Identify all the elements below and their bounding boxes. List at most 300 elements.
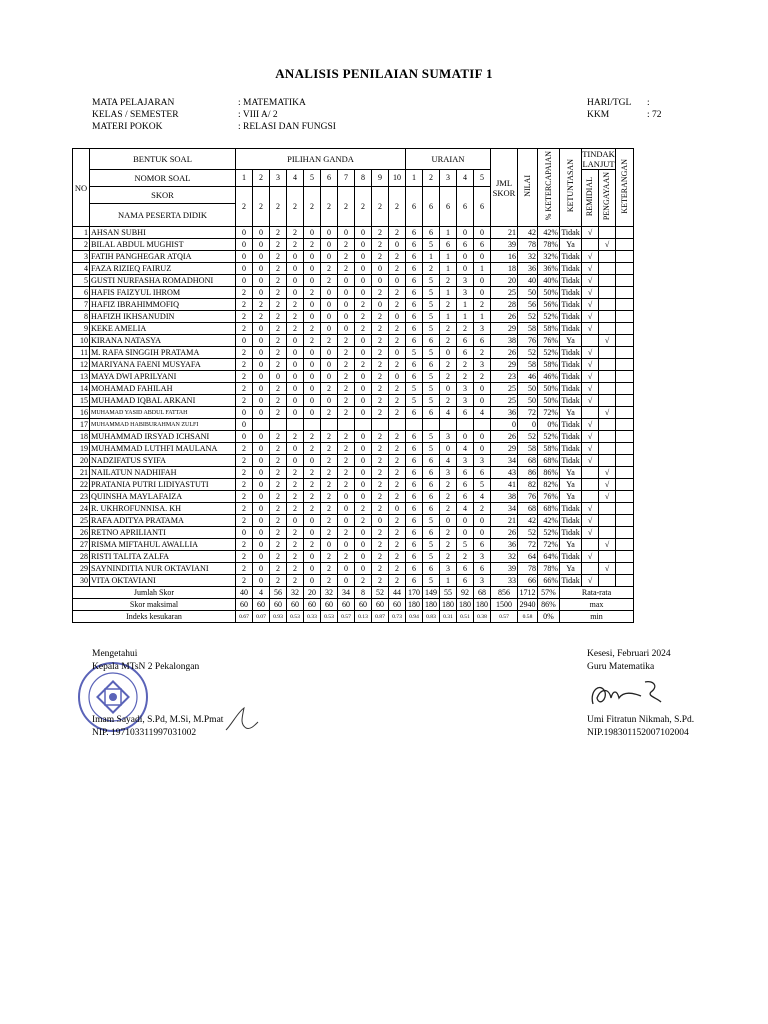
score-cell: 2 [338,467,355,479]
percent-cell: 32% [538,251,560,263]
score-cell: 0 [355,455,372,467]
keterangan-cell [616,467,634,479]
percent-cell: 50% [538,395,560,407]
score-cell: 0 [304,395,321,407]
nilai-cell: 40 [518,275,538,287]
score-cell: 6 [406,323,423,335]
score-cell: 2 [389,383,406,395]
score-cell: 2 [287,299,304,311]
summary-cell: 180 [457,599,474,611]
ketuntasan-cell: Tidak [561,371,580,381]
signature-nip: NIP.198301152007102004 [587,728,689,738]
uraian-header: URAIAN [406,149,491,170]
keterangan-header [616,149,634,227]
summary-row [73,587,634,599]
keterangan-cell [616,539,634,551]
percent-cell: 52% [538,347,560,359]
ketuntasan-cell: Tidak [561,311,580,321]
jml-skor-cell: 20 [491,275,518,287]
percent-cell: 52% [538,527,560,539]
score-cell: 0 [236,263,253,275]
summary-cell: 44 [389,587,406,599]
percent-cell: 78% [538,563,560,575]
score-cell: 3 [457,383,474,395]
student-row [73,239,634,251]
student-name: NAILATUN NADHIFAH [90,467,236,479]
score-cell [338,419,355,431]
score-cell: 2 [270,263,287,275]
student-row [73,443,634,455]
score-cell: 2 [270,275,287,287]
score-cell: 0 [236,275,253,287]
score-cell: 2 [321,503,338,515]
score-cell: 0 [355,347,372,359]
student-row [73,527,634,539]
score-cell: 0 [474,383,491,395]
score-cell: 6 [423,491,440,503]
score-cell [457,419,474,431]
percent-cell: 52% [538,431,560,443]
percent-cell: 78% [538,239,560,251]
nilai-cell: 68 [518,455,538,467]
remidial-cell [582,479,599,491]
score-cell [287,419,304,431]
score-cell: 2 [236,359,253,371]
score-cell: 0 [253,527,270,539]
score-cell: 2 [338,371,355,383]
score-cell: 0 [253,491,270,503]
score-cell: 2 [338,335,355,347]
summary-cell: 92 [457,587,474,599]
signature-name: Imam Sayadi, S.Pd, M.Si, M.Pmat [92,715,224,725]
summary-cell: 60 [270,599,287,611]
score-cell: 2 [236,347,253,359]
student-row [73,479,634,491]
score-cell: 6 [474,239,491,251]
score-cell [423,419,440,431]
remidial-cell: √ [582,575,599,587]
percent-cell: 64% [538,551,560,563]
score-cell: 0 [321,239,338,251]
jml-skor-cell: 26 [491,431,518,443]
score-cell: 5 [457,539,474,551]
score-cell: 2 [338,395,355,407]
nilai-cell: 56 [518,299,538,311]
nilai-cell: 76 [518,491,538,503]
score-cell: 0 [355,491,372,503]
student-number: 2 [73,239,90,251]
signature-label: Mengetahui [92,649,138,659]
student-number: 9 [73,323,90,335]
jml-skor-cell: 33 [491,575,518,587]
ketuntasan-cell: Tidak [561,575,580,585]
score-cell: 0 [474,227,491,239]
summary-percent: 57% [538,587,560,599]
remidial-cell: √ [582,431,599,443]
percent-cell: 72% [538,407,560,419]
score-cell: 0 [355,467,372,479]
score-cell: 5 [423,347,440,359]
score-cell: 2 [389,287,406,299]
summary-cell: 0.31 [440,611,457,623]
student-row [73,491,634,503]
lanjut-label: LANJUT [582,159,615,169]
pengayaan-cell [599,359,616,371]
pengayaan-cell: √ [599,407,616,419]
score-cell: 0 [304,515,321,527]
score-cell: 0 [321,371,338,383]
score-cell: 0 [236,227,253,239]
remidial-cell [582,407,599,419]
remidial-cell: √ [582,455,599,467]
percent-cell: 42% [538,515,560,527]
score-cell: 2 [389,455,406,467]
score-cell: 2 [270,527,287,539]
score-cell: 0 [321,299,338,311]
keterangan-cell [616,335,634,347]
score-cell: 5 [423,383,440,395]
summary-cell: 60 [321,599,338,611]
summary-cell: 34 [338,587,355,599]
keterangan-cell [616,359,634,371]
max-score: 6 [440,187,457,227]
remidial-cell: √ [582,287,599,299]
student-name: HAFIZ IBRAHIMMOFIQ [90,299,236,311]
score-cell: 2 [372,251,389,263]
question-number: 6 [321,170,338,187]
score-cell: 6 [406,239,423,251]
student-name: HAFIS FAIZYUL IHROM [90,287,236,299]
score-cell: 0 [236,335,253,347]
student-row [73,419,634,431]
score-cell: 0 [457,263,474,275]
score-cell: 2 [372,551,389,563]
score-cell: 2 [236,287,253,299]
score-cell: 2 [440,527,457,539]
max-score: 2 [236,187,253,227]
ketuntasan-cell: Tidak [561,275,580,285]
ketuntasan-cell: Ya [560,467,582,479]
score-cell: 6 [457,479,474,491]
remidial-cell [582,491,599,503]
student-number: 1 [73,227,90,239]
score-cell: 2 [304,335,321,347]
score-cell: 2 [270,455,287,467]
signature-name: Umi Fitratun Nikmah, S.Pd. [587,715,695,725]
score-cell: 0 [389,503,406,515]
percent-cell: 72% [538,539,560,551]
score-cell: 3 [440,563,457,575]
score-cell: 6 [406,431,423,443]
score-cell: 2 [304,431,321,443]
student-row [73,539,634,551]
summary-nilai: 0.58 [518,611,538,623]
score-cell: 0 [304,575,321,587]
score-cell: 6 [406,359,423,371]
percent-cell: 58% [538,443,560,455]
score-cell: 2 [372,323,389,335]
score-cell: 0 [355,251,372,263]
question-number: 9 [372,170,389,187]
score-cell: 4 [457,503,474,515]
score-cell: 0 [287,359,304,371]
score-cell: 2 [304,491,321,503]
score-cell: 0 [253,551,270,563]
score-cell: 6 [406,491,423,503]
summary-jml: 856 [491,587,518,599]
score-cell: 2 [287,323,304,335]
score-cell: 1 [423,251,440,263]
ketuntasan-cell: Tidak [561,287,580,297]
score-cell: 0 [355,563,372,575]
jml-skor-cell: 34 [491,455,518,467]
jml-skor-cell: 25 [491,287,518,299]
score-cell: 2 [236,395,253,407]
percent-cell: 58% [538,359,560,371]
score-cell: 2 [338,527,355,539]
score-cell: 2 [270,467,287,479]
score-cell: 0 [253,431,270,443]
score-cell: 0 [253,479,270,491]
score-cell: 0 [304,359,321,371]
score-cell: 0 [355,275,372,287]
student-row [73,575,634,587]
score-cell: 3 [440,431,457,443]
score-cell: 4 [474,491,491,503]
score-cell: 5 [423,299,440,311]
score-cell: 5 [406,347,423,359]
keterangan-cell [616,491,634,503]
ketuntasan-cell: Tidak [561,383,580,393]
score-cell: 2 [270,239,287,251]
keterangan-cell [616,371,634,383]
jml-skor-cell: 26 [491,347,518,359]
info-row [587,109,662,121]
score-cell: 2 [321,515,338,527]
pengayaan-cell [599,287,616,299]
ketuntasan-cell: Tidak [561,419,580,429]
keterangan-cell [616,443,634,455]
score-cell: 6 [406,407,423,419]
score-cell: 2 [457,551,474,563]
student-number: 22 [73,479,90,491]
student-number: 13 [73,371,90,383]
keterangan-cell [616,383,634,395]
score-cell: 2 [321,407,338,419]
question-number: 4 [457,170,474,187]
summary-cell: 0.38 [474,611,491,623]
tindak-lanjut-header [582,149,616,170]
score-cell: 2 [338,239,355,251]
nilai-cell: 52 [518,527,538,539]
score-cell: 2 [372,311,389,323]
max-score: 2 [287,187,304,227]
max-score: 2 [304,187,321,227]
score-cell [440,419,457,431]
score-cell: 0 [304,275,321,287]
pengayaan-cell [599,527,616,539]
student-number: 12 [73,359,90,371]
score-cell: 2 [236,323,253,335]
score-cell: 2 [389,263,406,275]
student-name: RISMA MIFTAHUL AWALLIA [90,539,236,551]
student-name: R. UKHROFUNNISA. KH [90,503,236,515]
score-cell: 2 [372,539,389,551]
remidial-cell: √ [582,515,599,527]
score-cell: 0 [338,515,355,527]
score-table [72,148,634,623]
score-cell: 0 [304,227,321,239]
score-cell: 6 [440,239,457,251]
score-cell: 5 [474,479,491,491]
score-cell: 6 [406,503,423,515]
score-cell: 1 [440,227,457,239]
score-cell: 2 [270,563,287,575]
score-cell: 0 [304,251,321,263]
score-cell: 2 [270,503,287,515]
ketuntasan-cell: Tidak [561,431,580,441]
max-score: 2 [355,187,372,227]
score-cell: 0 [474,275,491,287]
pengayaan-cell [599,419,616,431]
score-cell: 1 [440,311,457,323]
keterangan-cell [616,455,634,467]
score-cell [304,419,321,431]
jml-skor-cell: 29 [491,323,518,335]
student-number: 17 [73,419,90,431]
remidial-cell: √ [582,299,599,311]
summary-cell: 60 [236,599,253,611]
student-row [73,383,634,395]
keterangan-cell [616,407,634,419]
page-title: ANALISIS PENILAIAN SUMATIF 1 [275,66,493,81]
jml-skor-cell: 29 [491,443,518,455]
score-cell: 5 [423,323,440,335]
score-cell: 2 [440,479,457,491]
info-value: : 72 [647,110,662,120]
nomor-soal-header: NOMOR SOAL [90,170,236,187]
info-row [92,97,336,109]
remidial-cell: √ [582,371,599,383]
score-cell: 2 [338,407,355,419]
score-cell [474,419,491,431]
nilai-cell: 0 [518,419,538,431]
max-score: 6 [457,187,474,227]
score-cell: 2 [236,371,253,383]
score-cell: 2 [338,479,355,491]
score-cell: 2 [474,371,491,383]
score-cell: 2 [389,551,406,563]
score-cell: 2 [321,563,338,575]
score-cell: 2 [270,359,287,371]
score-cell: 0 [321,311,338,323]
score-cell: 2 [236,455,253,467]
summary-cell: 60 [372,599,389,611]
student-row [73,563,634,575]
ketuntasan-cell: Tidak [561,299,580,309]
nilai-cell: 58 [518,443,538,455]
score-cell: 2 [321,467,338,479]
keterangan-cell [616,311,634,323]
score-cell: 0 [321,347,338,359]
score-cell: 0 [253,539,270,551]
student-number: 21 [73,467,90,479]
score-cell: 0 [474,251,491,263]
score-cell: 0 [304,527,321,539]
ketuntasan-cell: Tidak [561,227,580,237]
nilai-cell: 52 [518,431,538,443]
nilai-cell: 36 [518,263,538,275]
score-cell: 2 [372,455,389,467]
score-cell: 2 [474,347,491,359]
score-cell: 2 [389,299,406,311]
no-header: NO [73,149,90,227]
score-cell: 0 [440,515,457,527]
score-cell: 0 [321,395,338,407]
student-name: MUHAMMAD IRSYAD ICHSANI [90,431,236,443]
student-row [73,323,634,335]
score-cell: 0 [253,395,270,407]
summary-cell: 180 [423,599,440,611]
score-cell: 2 [338,431,355,443]
score-cell: 2 [304,443,321,455]
score-cell: 2 [389,395,406,407]
score-cell: 0 [338,563,355,575]
score-cell: 5 [423,239,440,251]
score-cell: 1 [440,575,457,587]
percent-cell: 0% [538,419,560,431]
score-cell: 2 [253,311,270,323]
score-cell: 6 [406,251,423,263]
summary-nilai: 1712 [519,587,536,597]
score-cell: 2 [389,407,406,419]
score-cell: 6 [423,563,440,575]
score-cell: 2 [321,335,338,347]
score-cell: 2 [355,359,372,371]
remidial-cell: √ [582,383,599,395]
score-cell: 2 [287,239,304,251]
score-cell: 2 [287,503,304,515]
student-row [73,347,634,359]
score-cell: 0 [355,539,372,551]
student-number: 3 [73,251,90,263]
student-name: RISTI TALITA ZALFA [90,551,236,563]
score-cell: 6 [406,299,423,311]
score-cell: 6 [406,539,423,551]
score-cell: 6 [423,407,440,419]
score-cell: 0 [253,407,270,419]
student-row [73,551,634,563]
score-cell: 0 [474,527,491,539]
info-value: : [647,98,650,108]
percent-cell: 46% [538,371,560,383]
keterangan-cell [616,551,634,563]
score-cell: 2 [372,527,389,539]
keterangan-cell [616,515,634,527]
score-cell: 3 [457,455,474,467]
score-cell: 2 [389,467,406,479]
score-cell: 0 [304,299,321,311]
student-number: 16 [73,407,90,419]
signature-title: Kepala MTsN 2 Pekalongan [92,662,200,672]
nilai-cell: 66 [518,575,538,587]
score-cell: 2 [236,311,253,323]
score-cell: 2 [389,227,406,239]
handwritten-signature-icon [587,676,677,712]
summary-row [73,611,634,623]
score-cell: 3 [474,455,491,467]
summary-label: Indeks kesukaran [73,611,236,623]
